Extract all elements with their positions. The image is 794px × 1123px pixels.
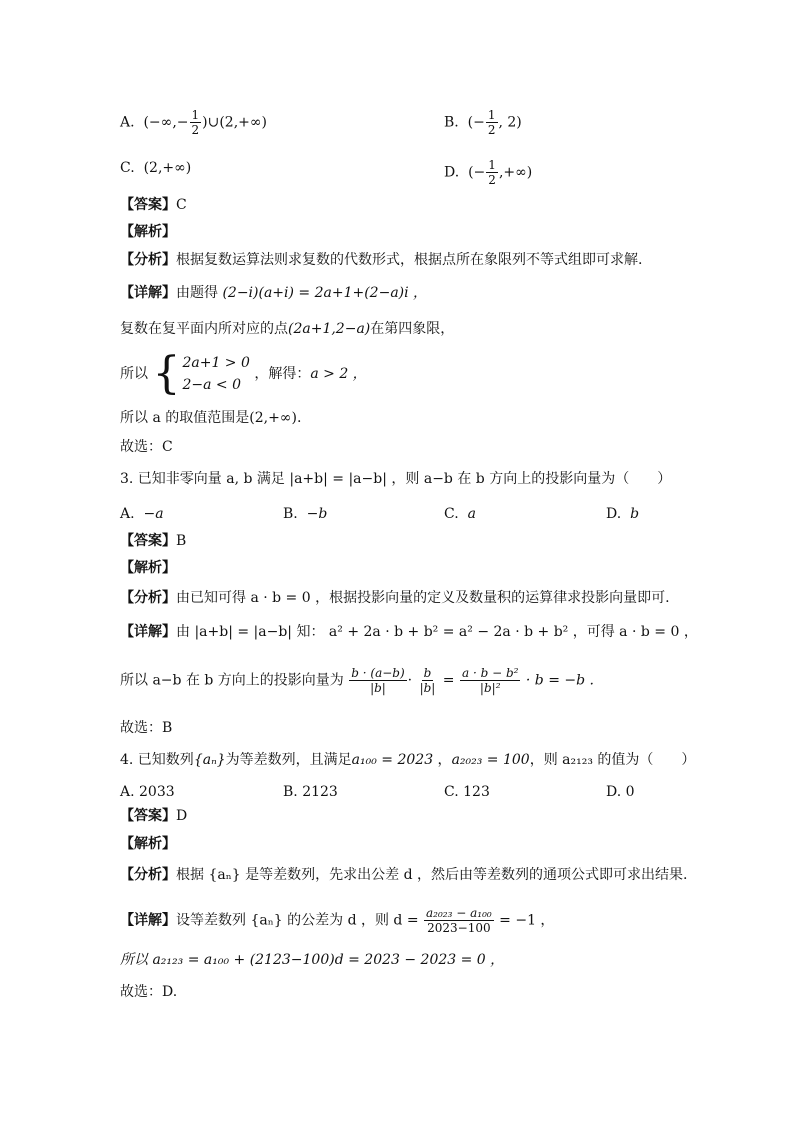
projection-fraction-1: $\frac{b \cdot (a-b)}{|b|}$: [351, 666, 405, 695]
q3-xiangjie-line: 【详解】由 |a+b| = |a−b| 知： a² + 2a · b + b² = a² − 2a · b + b² ，可得 a · b = 0 ，: [120, 624, 698, 640]
q4-option-c: C. 123: [444, 784, 490, 800]
analysis-tag: 【解析】: [120, 224, 176, 240]
q4-analysis-tag: 【解析】: [120, 836, 176, 852]
q4-answer-line: 【答案】D: [120, 808, 188, 824]
conclusion-line: 故选：C: [120, 439, 173, 455]
option-c: C. (2,+∞): [120, 160, 192, 176]
q3-option-c: C. a: [444, 506, 476, 522]
option-a: A. (−∞,− $\frac{1}{2}$ )∪(2,+∞): [120, 108, 268, 137]
common-difference-fraction: $\frac{\text{a₂₀₂₃ − a₁₀₀}}{2023-100}$: [426, 906, 492, 935]
q4-fenxi-line: 【分析】根据 {aₙ} 是等差数列，先求出公差 d ，然后由等差数列的通项公式即可求出结果.: [120, 867, 688, 883]
q3-fenxi-line: 【分析】由已知可得 a · b = 0 ，根据投影向量的定义及数量积的运算律求投影向量即可.: [120, 590, 670, 606]
projection-fraction-2: $\frac{b}{|b|}$: [419, 666, 436, 695]
q3-option-d: D. b: [606, 506, 640, 522]
q3-conclusion-line: 故选：B: [120, 720, 173, 736]
q3-projection-line: 所以 a−b 在 b 方向上的投影向量为 $\frac{b \cdot (a-b)}{|b|}$ · $\frac{b}{|b|}$ = $\frac{\text{a · b − b²}}{\text{|b|²}}$ · b = −b .: [120, 666, 594, 695]
q4-calc-line: 所以 a₂₁₂₃ = a₁₀₀ + (2123−100)d = 2023 − 2023 = 0 ，: [120, 952, 505, 968]
fenxi-line: 【分析】根据复数运算法则求复数的代数形式，根据点所在象限列不等式组即可求解.: [120, 252, 643, 268]
system-line: 所以 { 2a+1 > 0 2−a < 0 ，解得：a > 2 ，: [120, 348, 367, 399]
q4-option-d: D. 0: [606, 784, 635, 800]
option-b: B. (− $\frac{1}{2}$ , 2): [444, 108, 522, 137]
q3-option-b: B. −b: [283, 506, 328, 522]
xiangjie-line: 【详解】由题得 (2−i)(a+i) = 2a+1+(2−a)i ，: [120, 285, 428, 301]
q4-xiangjie-line: 【详解】设等差数列 {aₙ} 的公差为 d ，则 d = $\frac{\text{a₂₀₂₃ − a₁₀₀}}{2023-100}$ = −1 ，: [120, 906, 555, 935]
q3-stem: 3. 已知非零向量 a, b 满足 |a+b| = |a−b| ，则 a−b 在 b 方向上的投影向量为（ ）: [120, 471, 672, 487]
q4-option-b: B. 2123: [283, 784, 338, 800]
q4-conclusion-line: 故选：D.: [120, 984, 178, 1000]
point-line: 复数在复平面内所对应的点(2a+1,2−a)在第四象限，: [120, 321, 455, 337]
q4-option-a: A. 2033: [120, 784, 175, 800]
q3-option-a: A. −a: [120, 506, 164, 522]
q3-analysis-tag: 【解析】: [120, 560, 176, 576]
answer-line: 【答案】C: [120, 197, 187, 213]
inequality-system: { 2a+1 > 0 2−a < 0: [152, 348, 250, 399]
q3-answer-line: 【答案】B: [120, 533, 187, 549]
q4-stem: 4. 已知数列{aₙ}为等差数列，且满足a₁₀₀ = 2023 ，a₂₀₂₃ = 100，则 a₂₁₂₃ 的值为（ ）: [120, 752, 696, 768]
projection-fraction-3: $\frac{\text{a · b − b²}}{\text{|b|²}}$: [461, 666, 519, 695]
option-d: D. (− $\frac{1}{2}$ ,+∞): [444, 158, 533, 187]
range-line: 所以 a 的取值范围是(2,+∞).: [120, 410, 302, 426]
